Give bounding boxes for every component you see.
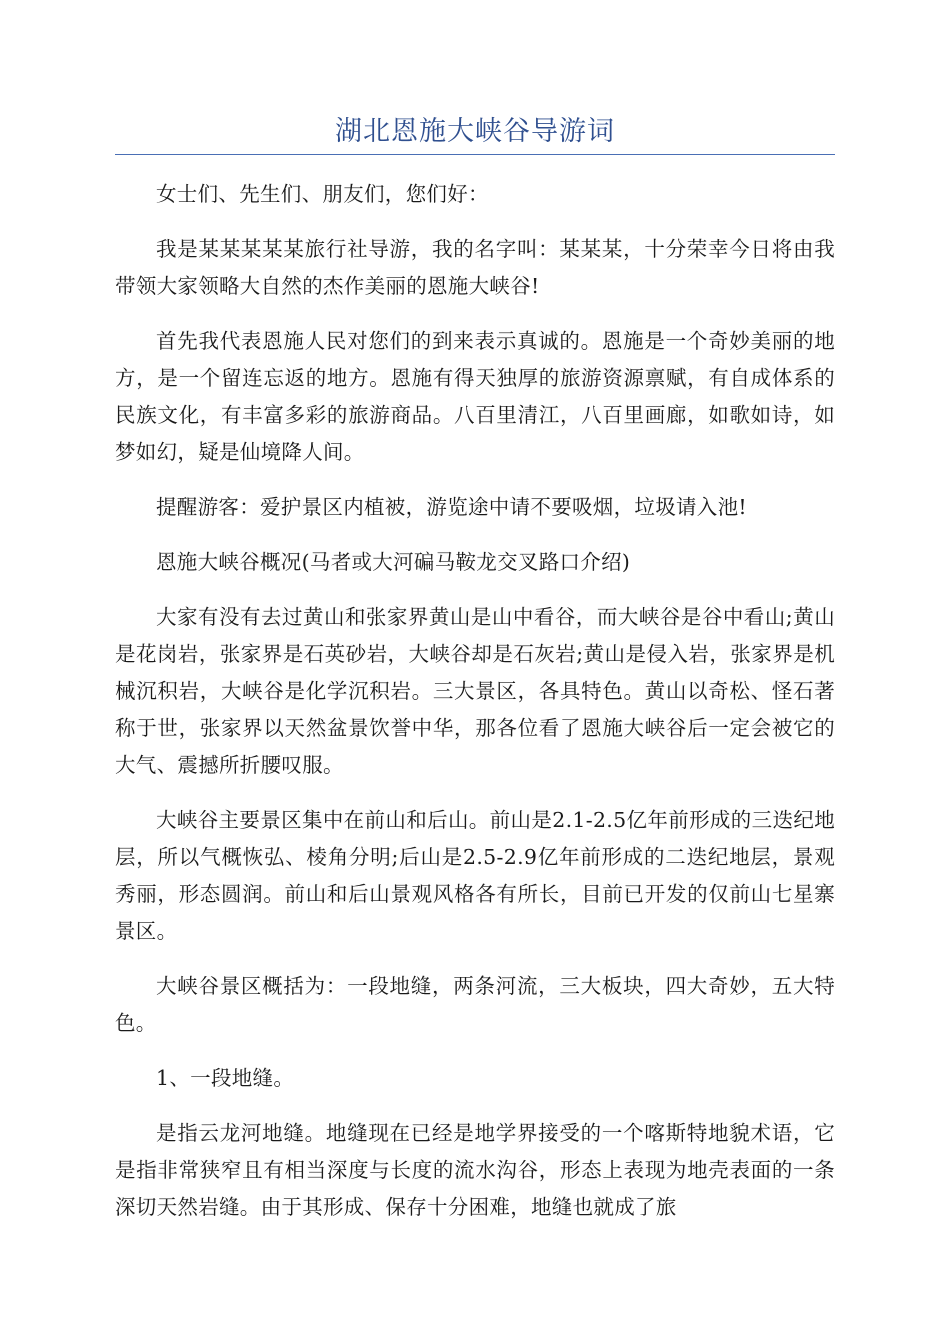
paragraph-welcome: 首先我代表恩施人民对您们的到来表示真诚的。恩施是一个奇妙美丽的地方，是一个留连忘返的地方。恩施有得天独厚的旅游资源禀赋，有自成体系的民族文化，有丰富多彩的旅游商品。八百里清江，八百里画廊，如歌如诗，如梦如幻，疑是仙境降人间。 [115,329,835,464]
paragraph-overview-heading: 恩施大峡谷概况(马者或大河碥马鞍龙交叉路口介绍) [156,550,631,574]
document-title: 湖北恩施大峡谷导游词 [335,116,615,147]
paragraph-comparison: 大家有没有去过黄山和张家界黄山是山中看谷，而大峡谷是谷中看山;黄山是花岗岩，张家界是石英砂岩，大峡谷却是石灰岩;黄山是侵入岩，张家界是机械沉积岩，大峡谷是化学沉积岩。三大景区，各具特色。黄山以奇松、怪石著称于世，张家界以天然盆景饮誉中华，那各位看了恩施大峡谷后一定会被它的大气、震撼所折腰叹服。 [115,605,835,777]
document-body [115,176,835,1244]
paragraph-reminder: 提醒游客：爱护景区内植被，游览途中请不要吸烟，垃圾请入池! [156,495,747,519]
paragraph-section-1: 1、一段地缝。 [156,1066,295,1090]
paragraph-ground-fissure: 是指云龙河地缝。地缝现在已经是地学界接受的一个喀斯特地貌术语，它是指非常狭窄且有相当深度与长度的流水沟谷，形态上表现为地壳表面的一条深切天然岩缝。由于其形成、保存十分困难，地缝也就成了旅 [115,1121,835,1219]
paragraph-summary: 大峡谷景区概括为：一段地缝，两条河流，三大板块，四大奇妙，五大特色。 [115,974,835,1035]
paragraph-main-areas: 大峡谷主要景区集中在前山和后山。前山是2.1-2.5亿年前形成的三迭纪地层，所以气概恢弘、棱角分明;后山是2.5-2.9亿年前形成的二迭纪地层，景观秀丽，形态圆润。前山和后山景观风格各有所长，目前已开发的仅前山七星寨景区。 [115,808,835,943]
paragraph-greeting: 女士们、先生们、朋友们，您们好： [156,182,489,206]
title-underline [115,154,835,155]
paragraph-guide-intro: 我是某某某某某旅行社导游，我的名字叫：某某某，十分荣幸今日将由我带领大家领略大自然的杰作美丽的恩施大峡谷! [115,237,835,298]
